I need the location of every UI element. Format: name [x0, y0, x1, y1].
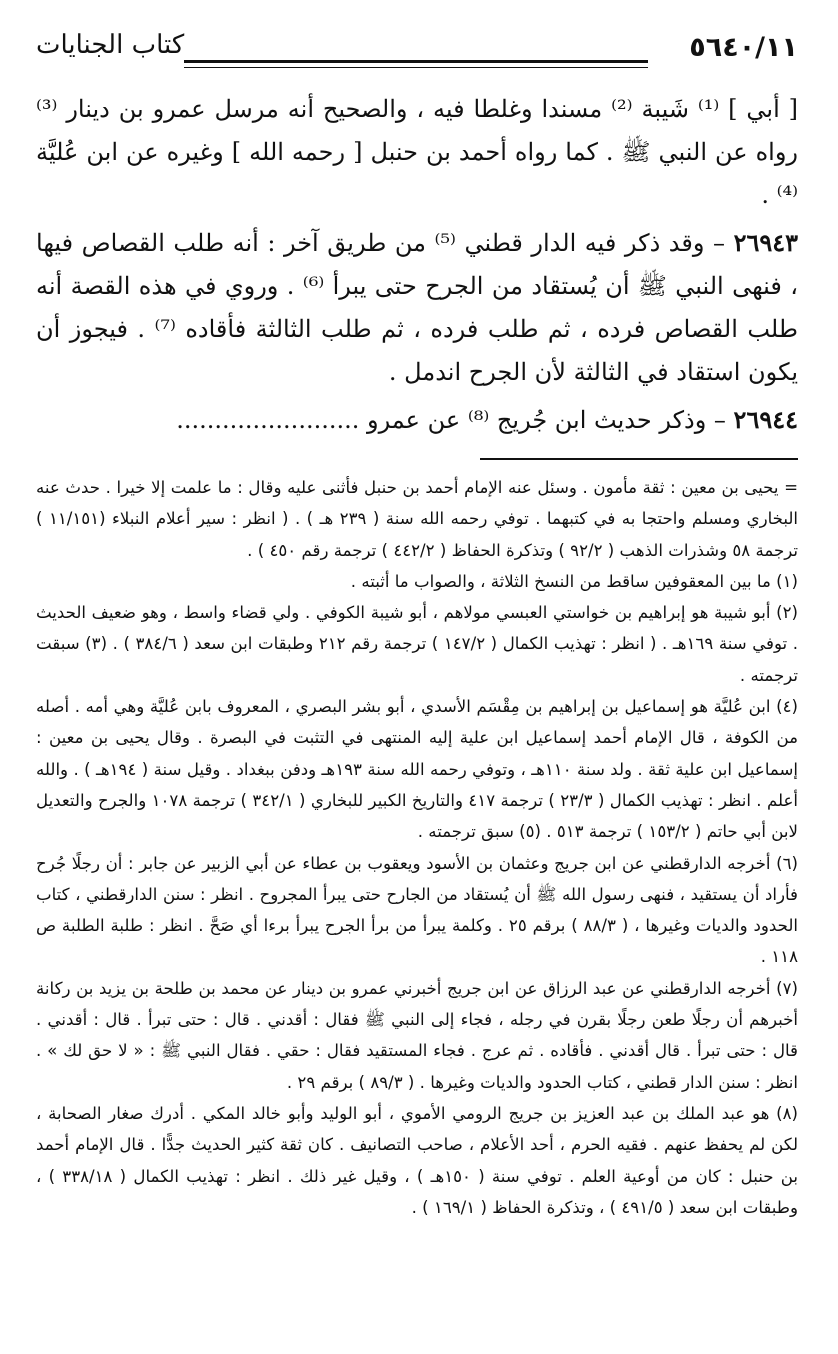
- book-title: كتاب الجنايات: [36, 30, 185, 60]
- footnotes: [36, 472, 798, 1223]
- footnote-4-5: (٤) ابن عُليَّة هو إسماعيل بن إبراهيم بن مِقْسَم الأسدي ، أبو بشر البصري ، المعروف بابن عُليَّة وهي أمه . أصله من الكوفة ، قال الإمام أحمد إسماعيل ابن علية إليه المنتهى في التثبت في البصرة . وقال يحيى بن معين : إسماعيل ابن علية ثقة . ولد سنة ١١٠هـ ، وتوفي رحمه الله سنة ١٩٣هـ ودفن ببغداد . وقيل سنة ( ١٩٤هـ ) . والله أعلم . انظر : تهذيب الكمال ( ٢٣/٣ ) ترجمة ٤١٧ والتاريخ الكبير للبخاري ( ٣٤٢/١ ) ترجمة ١٠٧٨ والجرح والتعديل لابن أبي حاتم ( ١٥٣/٢ ) ترجمة ٥١٣ . (٥) سبق ترجمته .: [36, 697, 799, 842]
- entry-26943: [36, 221, 798, 394]
- header-rule: [184, 60, 648, 63]
- footnote-continued: = يحيى بن معين : ثقة مأمون . وسئل عنه الإمام أحمد بن حنبل فأثنى عليه وقال : ما علمت إلا خيرا . حدث عنه البخاري ومسلم واحتجا به في كتبهما . توفي رحمه الله سنة ( ٢٣٩ هـ ) . ( انظر : سير أعلام النبلاء (١١/١٥١ ) ترجمة ٥٨ وشذرات الذهب ( ٩٢/٢ ) وتذكرة الحفاظ ( ٤٤٢/٢ ) ترجمة رقم ٤٥٠ ) .: [36, 478, 799, 560]
- footnote-6: (٦) أخرجه الدارقطني عن ابن جريج وعثمان بن الأسود ويعقوب بن عطاء عن أبي الزبير عن جابر : أن رجلًا جُرح فأراد أن يستقيد ، فنهى رسول الله ﷺ أن يُستقاد من الجارح حتى يبرأ المجروح . انظر : سنن الدارقطني ، كتاب الحدود والديات وغيرها ، ( ٨٨/٣ ) برقم ٢٥ . وكلمة يبرأ من برأ الجرح يبرأ برءا أي صَحَّ . انظر : طلبة الطلبة ص ١١٨ .: [36, 853, 798, 967]
- entry-26944: [36, 398, 798, 442]
- document-page: [0, 14, 838, 1354]
- page-number: ٥٦٤٠/١١: [689, 32, 798, 63]
- entry-number: ٢٦٩٤٤: [733, 405, 798, 434]
- footnote-7: (٧) أخرجه الدارقطني عن عبد الرزاق عن ابن جريج أخبرني عمرو بن دينار عن محمد بن طلحة بن يزيد بن ركانة أخبرهم أن رجلًا طعن رجلًا بقرن في رجله ، فجاء إلى النبي ﷺ فقال : أقدني . قال : حتى تبرأ . قال : أقدني . قال : حتى تبرأ . قال أقدني . فأقاده . ثم عرج . فجاء المستقيد فقال : حقي . فقال النبي ﷺ : « لا حق لك » . انظر : سنن الدار قطني ، كتاب الحدود والديات وغيرها . ( ٨٩/٣ ) برقم ٢٩ .: [36, 978, 798, 1092]
- footnote-2-3: (٢) أبو شيبة هو إبراهيم بن خواستي العبسي مولاهم ، أبو شيبة الكوفي . ولي قضاء واسط ، وهو ضعيف الحديث . توفي سنة ١٦٩هـ . ( انظر : تهذيب الكمال ( ١٤٧/٢ ) ترجمة رقم ٢١٢ وطبقات ابن سعد ( ٣٨٤/٦ ) . (٣) سبقت ترجمته .: [36, 603, 798, 685]
- page-header: [36, 14, 798, 62]
- entry-number: ٢٦٩٤٣: [733, 228, 799, 257]
- entry-text: – وقد ذكر فيه الدار قطني ⁽⁵⁾ من طريق آخر : أنه طلب القصاص فيها ، فنهى النبي ﷺ أن يُستقاد من الجرح حتى يبرأ ⁽⁶⁾ . وروي في هذه القصة أنه طلب القصاص فرده ، ثم طلب فرده ، ثم طلب الثالثة فأقاده ⁽⁷⁾ . فيجوز أن يكون استقاد في الثالثة لأن الجرح اندمل .: [36, 229, 799, 386]
- paragraph-continuation: [ أبي ] ⁽¹⁾ شَيبة ⁽²⁾ مسندا وغلطا فيه ، والصحيح أنه مرسل عمرو بن دينار ⁽³⁾ رواه عن النبي ﷺ . كما رواه أحمد بن حنبل [ رحمه الله ] وغيره عن ابن عُليَّة ⁽⁴⁾ .: [36, 95, 798, 209]
- footnote-divider: [480, 458, 798, 460]
- header-rule-thin: [184, 67, 648, 68]
- entry-text: – وذكر حديث ابن جُريج ⁽⁸⁾ عن عمرو ........................: [176, 406, 734, 434]
- footnote-1: (١) ما بين المعقوفين ساقط من النسخ الثلاثة ، والصواب ما أثبته .: [350, 571, 798, 591]
- main-text: [36, 88, 798, 442]
- footnote-8: (٨) هو عبد الملك بن عبد العزيز بن جريج الرومي الأموي ، أبو الوليد وأبو خالد المكي . أدرك صغار الصحابة ، لكن لم يحفظ عنهم . فقيه الحرم ، أحد الأعلام ، صاحب التصانيف . كان ثقة كثير الحديث جدًّا . قال الإمام أحمد بن حنبل : كان من أوعية العلم . توفي سنة ( ١٥٠هـ ) ، وقيل غير ذلك . انظر : تهذيب الكمال ( ٣٣٨/١٨ ) ، وطبقات ابن سعد ( ٤٩١/٥ ) ، وتذكرة الحفاظ ( ١٦٩/١ ) .: [36, 1103, 798, 1217]
